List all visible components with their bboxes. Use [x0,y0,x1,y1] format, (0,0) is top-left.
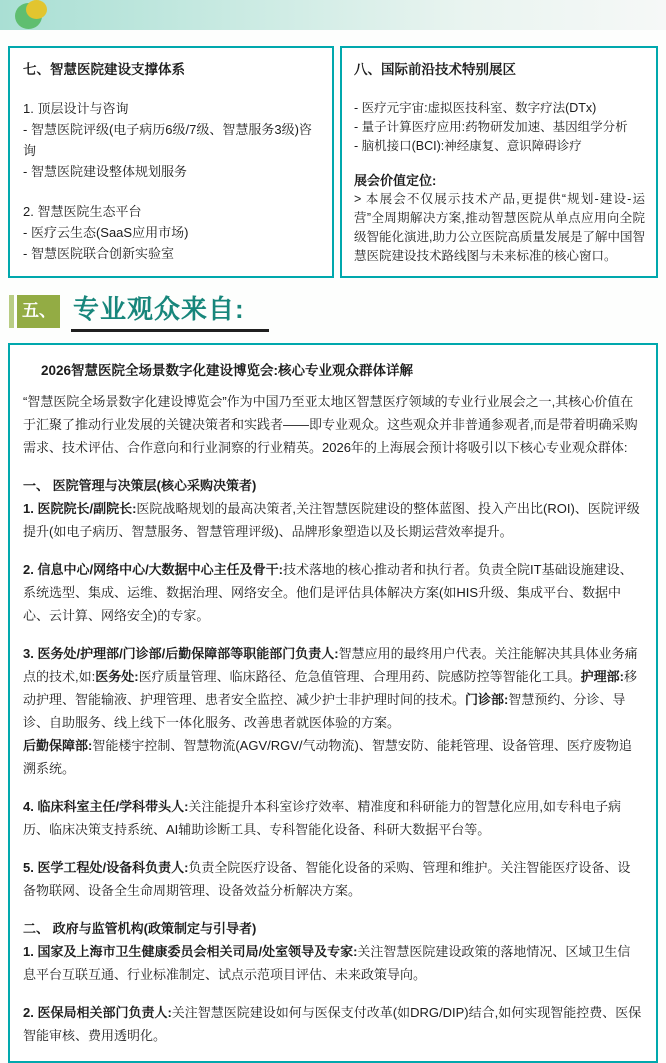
audience-item [23,795,643,841]
item-lead: 1. 国家及上海市卫生健康委员会相关司局/处室领导及专家: [23,944,358,959]
section-title-underline [71,295,269,332]
section-title: 专业观众来自: [73,294,245,324]
logo-yellow-circle-icon [26,0,47,19]
section-header [9,295,666,332]
card-frontier-tech [340,46,658,278]
top-cards-row [8,46,658,278]
support-line: 1. 顶层设计与咨询 [23,101,129,116]
audience-card [8,343,658,1063]
section-number-badge: 五、 [17,295,60,328]
section2-heading: 二、 政府与监管机构(政策制定与引导者) [23,921,257,936]
item-text: 负责全院医疗设备、智能化设备的采购、管理和维护。关注智能医疗设备、设备物联网、设备全生命周期管理、设备效益分析解决方案。 [23,860,631,898]
section-header-accent-bar [9,295,14,328]
frontier-line: - 量子计算医疗应用:药物研发加速、基因组学分析 [354,120,628,134]
sub-label: 门诊部: [465,692,509,707]
top-strip [0,0,666,30]
item-text: 医院战略规划的最高决策者,关注智慧医院建设的整体蓝图、投入产出比(ROI)、医院评级提升(如电子病历、智慧服务、智慧管理评级)、品牌形象塑造以及长期运营效率提升。 [23,501,640,539]
audience-item [23,856,643,902]
sub-label: 护理部: [580,669,624,684]
audience-card-title: 2026智慧医院全场景数字化建设博览会:核心专业观众群体详解 [41,363,414,378]
frontier-lines [354,99,645,156]
item-lead: 4. 临床科室主任/学科带头人: [23,799,189,814]
item-lead: 2. 医保局相关部门负责人: [23,1005,172,1020]
item-lead: 3. 医务处/护理部/门诊部/后勤保障部等职能部门负责人: [23,646,339,661]
support-line: - 智慧医院评级(电子病历6级/7级、智慧服务3级)咨询 [23,122,312,158]
sub-label: 医务处: [95,669,139,684]
expo-value-text: > 本展会不仅展示技术产品,更提供“规划-建设-运营”全周期解决方案,推动智慧医院从单点应用向全院级智能化演进,助力公立医院高质量发展是了解中国智慧医院建设技术路线图与未来标准的核心窗口。 [354,192,645,263]
card-support-title: 七、智慧医院建设支撑体系 [23,62,185,77]
expo-value-title: 展会价值定位: [354,173,437,188]
sub-text: 智能楼宇控制、智慧物流(AGV/RGV/气动物流)、智慧安防、能耗管理、设备管理、医疗废物追溯系统。 [23,738,632,776]
support-group-1 [23,98,320,182]
item-text: 技术落地的核心推动者和执行者。负责全院IT基础设施建设、系统选型、集成、运维、数据治理、网络安全。他们是评估具体解决方案(如HIS升级、集成平台、数据中心、云计算、网络安全)的专家。 [23,562,633,623]
card-support-system [8,46,334,278]
frontier-line: - 脑机接口(BCI):神经康复、意识障碍诊疗 [354,139,582,153]
sub-text: 智慧预约、分诊、导诊、自助服务、线上线下一体化服务、改善患者就医体验的方案。 [23,692,626,730]
item-text: 关注能提升本科室诊疗效率、精准度和科研能力的智慧化应用,如专科电子病历、临床决策支持系统、AI辅助诊断工具、专科智能化设备、科研大数据平台等。 [23,799,622,837]
support-group-2 [23,201,320,264]
item-text: 智慧应用的最终用户代表。关注能解决其具体业务痛点的技术,如: [23,646,638,684]
audience-item [23,1001,643,1047]
audience-item [23,940,643,986]
support-line: 2. 智慧医院生态平台 [23,204,142,219]
support-line: - 智慧医院建设整体规划服务 [23,164,187,179]
sub-label: 后勤保障部: [23,738,93,753]
item-lead: 2. 信息中心/网络中心/大数据中心主任及骨干: [23,562,284,577]
item-text: 关注智慧医院建设政策的落地情况、区域卫生信息平台互联互通、行业标准制定、试点示范项目评估、未来政策导向。 [23,944,631,982]
support-line: - 智慧医院联合创新实验室 [23,246,174,261]
audience-intro: “智慧医院全场景数字化建设博览会”作为中国乃至亚太地区智慧医疗领域的专业行业展会之一,其核心价值在于汇聚了推动行业发展的关键决策者和实践者——即专业观众。这些观众并非普通参观者,而是带着明确采购需求、技术评估、合作意向和行业洞察的行业精英。2026年的上海展会预计将吸引以下核心专业观众群体: [23,394,638,455]
audience-item [23,497,643,543]
item-lead: 5. 医学工程处/设备科负责人: [23,860,189,875]
section1-heading: 一、 医院管理与决策层(核心采购决策者) [23,478,257,493]
audience-item [23,558,643,627]
card-frontier-title: 八、国际前沿技术特别展区 [354,62,516,77]
item-lead: 1. 医院院长/副院长: [23,501,137,516]
sub-text: 医疗质量管理、临床路径、危急值管理、合理用药、院感防控等智能化工具。 [138,669,581,684]
item-text: 关注智慧医院建设如何与医保支付改革(如DRG/DIP)结合,如何实现智能控费、医保智能审核、费用透明化。 [23,1005,642,1043]
audience-item [23,642,643,780]
frontier-line: - 医疗元宇宙:虚拟医技科室、数字疗法(DTx) [354,101,597,115]
support-line: - 医疗云生态(SaaS应用市场) [23,225,189,240]
sub-text: 移动护理、智能输液、护理管理、患者安全监控、减少护士非护理时间的技术。 [23,669,637,707]
